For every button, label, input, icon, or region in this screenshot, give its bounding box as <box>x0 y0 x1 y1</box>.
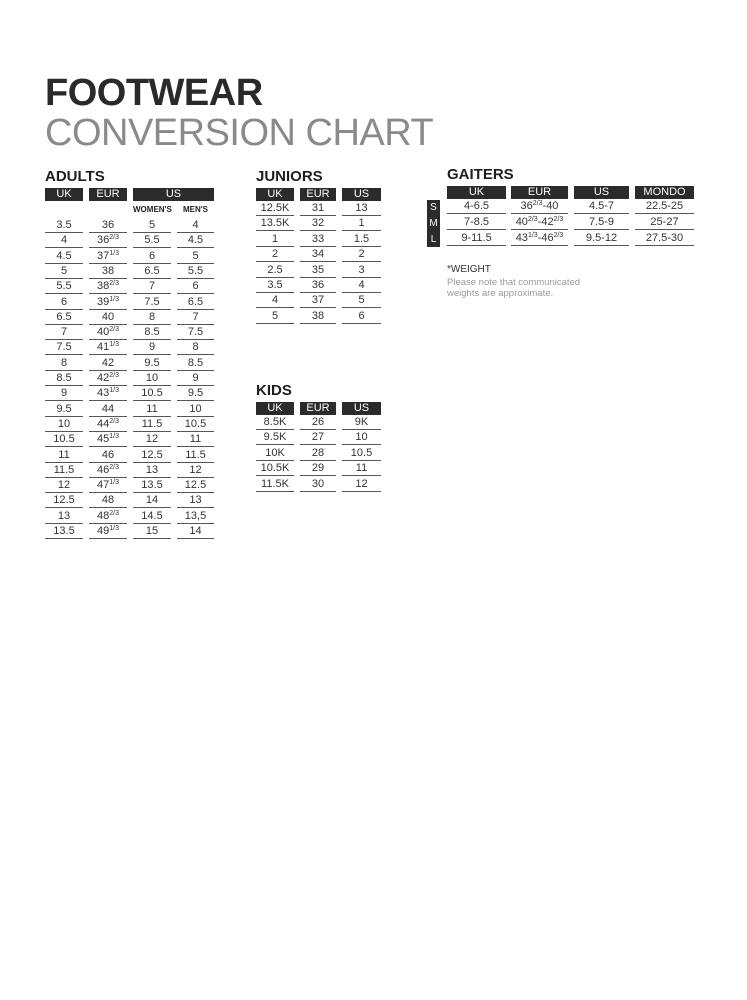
adults-table-cell: 46 <box>89 448 127 463</box>
adults-table-cell: 15 <box>133 524 171 539</box>
kids-eur-header: EUR <box>300 402 336 415</box>
adults-table-cell: 14 <box>177 524 214 539</box>
adults-table-cell: 44 <box>89 402 127 417</box>
page-title-line1: FOOTWEAR <box>45 72 263 114</box>
adults-table-cell: 5 <box>177 249 214 264</box>
adults-table-cell: 5 <box>45 264 83 279</box>
adults-table-cell: $49^{1/3}$ <box>89 524 127 539</box>
adults-table-cell: 12 <box>177 463 214 478</box>
adults-table-cell: 12.5 <box>133 448 171 463</box>
adults-table-cell: 9.5 <box>133 356 171 371</box>
adults-table-cell: 6.5 <box>45 310 83 325</box>
weight-title: *WEIGHT <box>447 264 491 275</box>
adults-table-cell: 6.5 <box>177 295 214 310</box>
weight-note: Please note that communicated weights are approximate. <box>447 277 581 299</box>
kids-table-cell: 26 <box>300 415 336 430</box>
adults-uk-header: UK <box>45 188 83 201</box>
juniors-table-cell: 2 <box>256 247 294 262</box>
adults-table-cell: 9.5 <box>45 402 83 417</box>
gaiters-table-cell: 27.5-30 <box>635 231 694 246</box>
adults-table-cell: 14 <box>133 493 171 508</box>
kids-table-cell: 10.5 <box>342 446 381 461</box>
adults-table-cell: $37^{1/3}$ <box>89 249 127 264</box>
adults-table-cell: 12 <box>45 478 83 493</box>
adults-table-cell: 11.5 <box>45 463 83 478</box>
adults-table-cell: 5 <box>133 218 171 233</box>
adults-table-cell: 13.5 <box>45 524 83 539</box>
adults-table-cell: 4 <box>45 233 83 248</box>
adults-table-cell: 4 <box>177 218 214 233</box>
adults-table-cell: 5.5 <box>133 233 171 248</box>
kids-table-cell: 28 <box>300 446 336 461</box>
juniors-table-cell: 5 <box>256 309 294 324</box>
adults-table-cell: 5.5 <box>177 264 214 279</box>
gaiters-table-cell: $43^{1/3}-46^{2/3}$ <box>511 231 568 246</box>
juniors-table-cell: 1 <box>256 232 294 247</box>
adults-table-cell: 7.5 <box>177 325 214 340</box>
adults-table-cell: 9 <box>133 340 171 355</box>
adults-table-cell: 7 <box>133 279 171 294</box>
adults-table-cell: $47^{1/3}$ <box>89 478 127 493</box>
juniors-table-cell: 4 <box>342 278 381 293</box>
adults-table-cell: 38 <box>89 264 127 279</box>
adults-table-cell: $38^{2/3}$ <box>89 279 127 294</box>
juniors-table-cell: 13.5K <box>256 216 294 231</box>
adults-table-cell: 3.5 <box>45 218 83 233</box>
adults-table-cell: 9.5 <box>177 386 214 401</box>
kids-table-cell: 10 <box>342 430 381 445</box>
adults-table-cell: 8.5 <box>177 356 214 371</box>
gaiters-title: GAITERS <box>447 166 514 183</box>
gaiters-table-cell: $36^{2/3}-40$ <box>511 199 568 214</box>
adults-eur-header: EUR <box>89 188 127 201</box>
adults-table-cell: $36^{2/3}$ <box>89 233 127 248</box>
adults-table-cell: 14.5 <box>133 509 171 524</box>
adults-table-cell: 8 <box>177 340 214 355</box>
adults-table-cell: 10 <box>177 402 214 417</box>
juniors-eur-header: EUR <box>300 188 336 201</box>
adults-table-cell: 48 <box>89 493 127 508</box>
adults-table-cell: 9 <box>45 386 83 401</box>
juniors-table-cell: 1 <box>342 216 381 231</box>
kids-table-cell: 10.5K <box>256 461 294 476</box>
juniors-table-cell: 33 <box>300 232 336 247</box>
adults-table-cell: 12.5 <box>45 493 83 508</box>
adults-table-cell: 6 <box>177 279 214 294</box>
adults-us-header: US <box>133 188 214 201</box>
adults-womens-subheader: WOMEN'S <box>133 205 172 214</box>
gaiters-table-cell: 9.5-12 <box>574 231 629 246</box>
adults-table-cell: $39^{1/3}$ <box>89 295 127 310</box>
adults-table-cell: 10 <box>133 371 171 386</box>
adults-table-cell: 7 <box>177 310 214 325</box>
juniors-table-cell: 3.5 <box>256 278 294 293</box>
adults-table-cell: 13 <box>177 493 214 508</box>
juniors-table-cell: 2.5 <box>256 263 294 278</box>
adults-table-cell: 11 <box>177 432 214 447</box>
adults-table-cell: 11.5 <box>177 448 214 463</box>
gaiters-mondo-header: MONDO <box>635 186 694 199</box>
adults-table-cell: $46^{2/3}$ <box>89 463 127 478</box>
adults-table-cell: $48^{2/3}$ <box>89 509 127 524</box>
adults-table-cell: $42^{2/3}$ <box>89 371 127 386</box>
gaiters-table-cell: 4-6.5 <box>447 199 506 214</box>
juniors-table-cell: 36 <box>300 278 336 293</box>
adults-table-cell: 8.5 <box>45 371 83 386</box>
page-title-line2: CONVERSION CHART <box>45 112 434 154</box>
adults-table-cell: 7 <box>45 325 83 340</box>
juniors-table-cell: 32 <box>300 216 336 231</box>
juniors-table-cell: 12.5K <box>256 201 294 216</box>
juniors-uk-header: UK <box>256 188 294 201</box>
juniors-table-cell: 31 <box>300 201 336 216</box>
juniors-table-cell: 1.5 <box>342 232 381 247</box>
adults-table-cell: $41^{1/3}$ <box>89 340 127 355</box>
juniors-us-header: US <box>342 188 381 201</box>
adults-table-cell: 10.5 <box>133 386 171 401</box>
adults-table-cell: 10 <box>45 417 83 432</box>
gaiters-table-cell: 7.5-9 <box>574 215 629 230</box>
adults-table-cell: 11 <box>133 402 171 417</box>
juniors-title: JUNIORS <box>256 168 323 185</box>
adults-table-cell: $40^{2/3}$ <box>89 325 127 340</box>
kids-uk-header: UK <box>256 402 294 415</box>
adults-table-cell: 40 <box>89 310 127 325</box>
juniors-table-cell: 13 <box>342 201 381 216</box>
juniors-table-cell: 2 <box>342 247 381 262</box>
gaiters-size-m: M <box>429 218 438 229</box>
juniors-table-cell: 3 <box>342 263 381 278</box>
kids-table-cell: 11 <box>342 461 381 476</box>
adults-table-cell: 8 <box>45 356 83 371</box>
kids-table-cell: 9K <box>342 415 381 430</box>
adults-table-cell: 8 <box>133 310 171 325</box>
adults-title: ADULTS <box>45 168 105 185</box>
adults-table-cell: 7.5 <box>45 340 83 355</box>
juniors-table-cell: 35 <box>300 263 336 278</box>
adults-table-cell: 13 <box>45 509 83 524</box>
adults-table-cell: 4.5 <box>45 249 83 264</box>
gaiters-size-l: L <box>430 234 437 245</box>
juniors-table-cell: 4 <box>256 293 294 308</box>
gaiters-table-cell: 7-8.5 <box>447 215 506 230</box>
gaiters-uk-header: UK <box>447 186 506 199</box>
adults-table-cell: 9 <box>177 371 214 386</box>
adults-table-cell: 7.5 <box>133 295 171 310</box>
juniors-table-cell: 37 <box>300 293 336 308</box>
kids-table-cell: 29 <box>300 461 336 476</box>
juniors-table-cell: 5 <box>342 293 381 308</box>
adults-table-cell: $44^{2/3}$ <box>89 417 127 432</box>
adults-table-cell: 11 <box>45 448 83 463</box>
adults-table-cell: 4.5 <box>177 233 214 248</box>
gaiters-size-s: S <box>430 202 437 213</box>
adults-table-cell: 10.5 <box>45 432 83 447</box>
adults-table-cell: 42 <box>89 356 127 371</box>
juniors-table-cell: 38 <box>300 309 336 324</box>
adults-table-cell: 10.5 <box>177 417 214 432</box>
kids-title: KIDS <box>256 382 292 399</box>
kids-table-cell: 10K <box>256 446 294 461</box>
adults-table-cell: 8.5 <box>133 325 171 340</box>
kids-table-cell: 8.5K <box>256 415 294 430</box>
adults-mens-subheader: MEN'S <box>182 205 208 214</box>
adults-table-cell: 36 <box>89 218 127 233</box>
juniors-table-cell: 6 <box>342 309 381 324</box>
gaiters-eur-header: EUR <box>511 186 568 199</box>
gaiters-size-bar <box>427 200 440 247</box>
adults-table-cell: 6 <box>45 295 83 310</box>
gaiters-table-cell: 9-11.5 <box>447 231 506 246</box>
adults-table-cell: 13.5 <box>133 478 171 493</box>
adults-table-cell: 6.5 <box>133 264 171 279</box>
adults-table-cell: 13,5 <box>177 509 214 524</box>
juniors-table-cell: 34 <box>300 247 336 262</box>
gaiters-table-cell: 4.5-7 <box>574 199 629 214</box>
adults-table-cell: $45^{1/3}$ <box>89 432 127 447</box>
adults-table-cell: 5.5 <box>45 279 83 294</box>
kids-table-cell: 11.5K <box>256 477 294 492</box>
kids-table-cell: 9.5K <box>256 430 294 445</box>
adults-table-cell: 12 <box>133 432 171 447</box>
gaiters-table-cell: $40^{2/3}-42^{2/3}$ <box>511 215 568 230</box>
kids-table-cell: 30 <box>300 477 336 492</box>
adults-table-cell: 6 <box>133 249 171 264</box>
gaiters-table-cell: 25-27 <box>635 215 694 230</box>
kids-us-header: US <box>342 402 381 415</box>
adults-table-cell: $43^{1/3}$ <box>89 386 127 401</box>
kids-table-cell: 12 <box>342 477 381 492</box>
gaiters-table-cell: 22.5-25 <box>635 199 694 214</box>
kids-table-cell: 27 <box>300 430 336 445</box>
gaiters-us-header: US <box>574 186 629 199</box>
adults-table-cell: 12.5 <box>177 478 214 493</box>
adults-table-cell: 11.5 <box>133 417 171 432</box>
adults-table-cell: 13 <box>133 463 171 478</box>
